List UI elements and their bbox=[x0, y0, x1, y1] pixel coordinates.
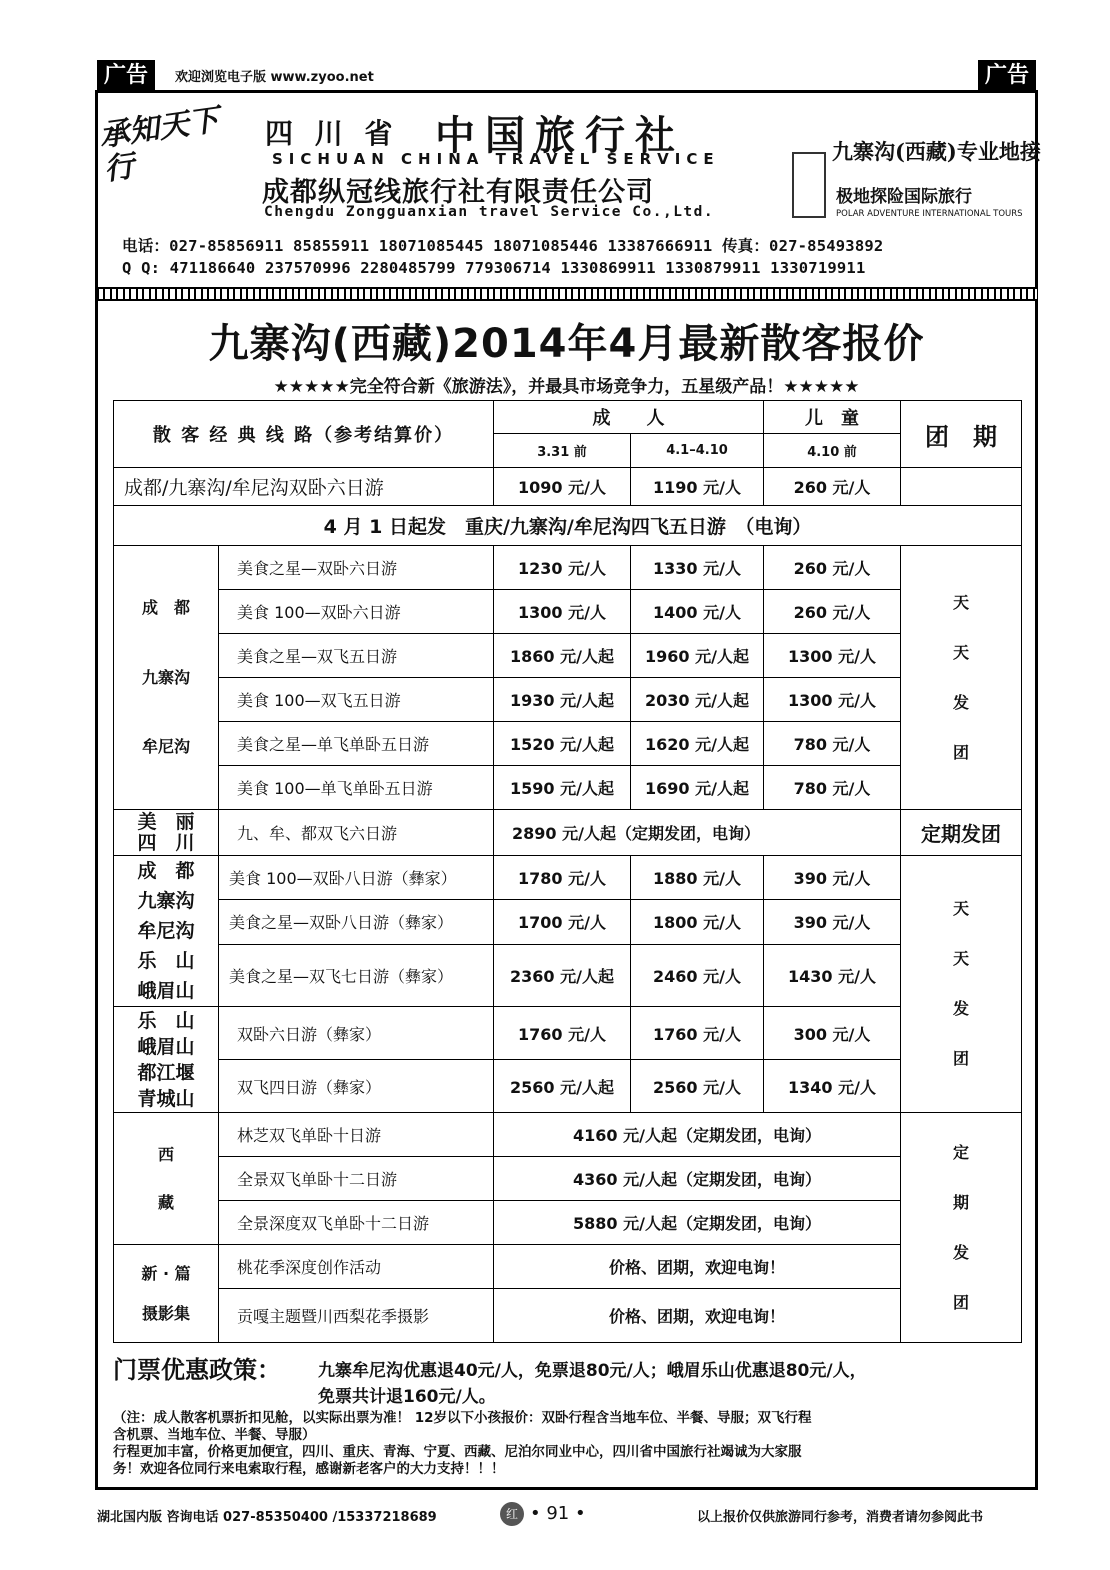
region-label: 美 丽 bbox=[137, 810, 195, 833]
table-row bbox=[114, 678, 1022, 722]
price-cell: 4160 元/人起（定期发团，电询） bbox=[494, 1113, 901, 1157]
price-cell: 390 元/人 bbox=[764, 900, 901, 944]
price-cell: 1430 元/人 bbox=[764, 944, 901, 1006]
price-cell: 260 元/人 bbox=[764, 468, 901, 506]
footer-left: 湖北国内版 咨询电话 027-85350400 /15337218689 bbox=[97, 1510, 437, 1525]
table-row bbox=[114, 856, 1022, 900]
route-name: 美食之星—单飞单卧五日游 bbox=[219, 722, 494, 766]
region-label: 青城山 bbox=[137, 1087, 195, 1110]
region-label: 乐 山 bbox=[137, 950, 195, 972]
price-cell: 780 元/人 bbox=[764, 722, 901, 766]
table-row bbox=[114, 634, 1022, 678]
note-line: 含机票、当地车位、半餐、导服） bbox=[113, 1427, 316, 1443]
region-cell bbox=[114, 1113, 219, 1245]
region-label: 牟尼沟 bbox=[137, 920, 195, 942]
table-row bbox=[114, 1289, 1022, 1343]
note-line: （注：成人散客机票折扣见舱，以实际出票为准！ 12岁以下小孩报价：双卧行程含当地车位、半餐、导服；双飞行程 bbox=[113, 1410, 812, 1426]
header-adult-period-2: 4.1–4.10 bbox=[631, 434, 764, 468]
price-cell: 价格、团期，欢迎电询！ bbox=[494, 1245, 901, 1289]
page-badge-icon: 红 bbox=[500, 1502, 524, 1526]
price-cell: 1090 元/人 bbox=[494, 468, 631, 506]
table-row bbox=[114, 1113, 1022, 1157]
region-label: 牟尼沟 bbox=[141, 737, 190, 757]
region-label: 摄影集 bbox=[141, 1303, 190, 1323]
price-cell: 1590 元/人起 bbox=[494, 766, 631, 810]
group-char: 发 bbox=[952, 1242, 969, 1262]
page-subtitle: ★★★★★完全符合新《旅游法》，并最具市场竞争力，五星级产品！★★★★★ bbox=[273, 377, 860, 397]
price-cell: 4360 元/人起（定期发团，电询） bbox=[494, 1157, 901, 1201]
group-char: 团 bbox=[952, 1049, 969, 1068]
group-char: 天 bbox=[952, 949, 969, 968]
price-cell: 1760 元/人 bbox=[631, 1007, 764, 1060]
note-line: 务！欢迎各位同行来电索取行程，感谢新老客户的大力支持！！！ bbox=[113, 1461, 505, 1477]
price-cell: 1960 元/人起 bbox=[631, 634, 764, 678]
cts-english: SICHUAN CHINA TRAVEL SERVICE bbox=[272, 150, 720, 168]
table-row bbox=[114, 722, 1022, 766]
province-text: 四 川 省 bbox=[265, 117, 399, 150]
price-cell: 1300 元/人 bbox=[764, 634, 901, 678]
region-cell bbox=[114, 546, 219, 810]
price-cell: 1620 元/人起 bbox=[631, 722, 764, 766]
region-label: 成 都 bbox=[141, 598, 190, 618]
table-row bbox=[114, 810, 1022, 856]
region-label: 藏 bbox=[157, 1192, 174, 1212]
partner-english: POLAR ADVENTURE INTERNATIONAL TOURS bbox=[836, 209, 1023, 219]
group-char: 定 bbox=[952, 1142, 969, 1162]
table-row bbox=[114, 944, 1022, 1006]
region-label: 峨眉山 bbox=[137, 1035, 195, 1058]
region-label: 四 川 bbox=[137, 831, 195, 854]
company-name-en: Chengdu Zongguanxian travel Service Co.,Ltd. bbox=[264, 204, 715, 220]
route-name: 双飞四日游（彝家） bbox=[219, 1060, 494, 1113]
header-adult-period-1: 3.31 前 bbox=[494, 434, 631, 468]
rates-table bbox=[113, 400, 1022, 1343]
group-cell bbox=[901, 546, 1022, 810]
price-cell: 260 元/人 bbox=[764, 590, 901, 634]
price-cell: 1760 元/人 bbox=[494, 1007, 631, 1060]
region-label: 西 bbox=[157, 1144, 174, 1164]
price-cell: 780 元/人 bbox=[764, 766, 901, 810]
ad-tag-right: 广告 bbox=[978, 60, 1036, 92]
table-row bbox=[114, 1007, 1022, 1060]
price-cell: 390 元/人 bbox=[764, 856, 901, 900]
group-cell bbox=[901, 856, 1022, 1113]
policy-line-1: 九寨牟尼沟优惠退40元/人，免票退80元/人；峨眉乐山优惠退80元/人， bbox=[318, 1361, 867, 1381]
table-row bbox=[114, 1060, 1022, 1113]
partner-title: 九寨沟(西藏)专业地接 bbox=[832, 139, 1041, 164]
region-cell bbox=[114, 856, 219, 1007]
price-cell: 1330 元/人 bbox=[631, 546, 764, 590]
group-char: 期 bbox=[952, 1192, 969, 1212]
region-label: 九寨沟 bbox=[137, 890, 195, 912]
price-cell: 1930 元/人起 bbox=[494, 678, 631, 722]
price-cell: 1230 元/人 bbox=[494, 546, 631, 590]
route-name: 林芝双飞单卧十日游 bbox=[219, 1113, 494, 1157]
route-name: 成都/九寨沟/牟尼沟双卧六日游 bbox=[114, 468, 494, 506]
calligraphy-logo: 承知天下行 bbox=[97, 102, 221, 188]
price-cell: 2030 元/人起 bbox=[631, 678, 764, 722]
header-group: 团 期 bbox=[901, 401, 1022, 468]
route-name: 双卧六日游（彝家） bbox=[219, 1007, 494, 1060]
region-cell bbox=[114, 810, 219, 856]
route-name: 美食之星—双卧六日游 bbox=[219, 546, 494, 590]
region-cell bbox=[114, 1007, 219, 1113]
price-cell: 2560 元/人起 bbox=[494, 1060, 631, 1113]
region-label: 九寨沟 bbox=[141, 667, 190, 687]
group-char: 天 bbox=[952, 642, 969, 662]
price-cell: 价格、团期，欢迎电询！ bbox=[494, 1289, 901, 1343]
region-cell bbox=[114, 1245, 219, 1343]
header-child-period: 4.10 前 bbox=[764, 434, 901, 468]
table-row bbox=[114, 1157, 1022, 1201]
price-cell: 1190 元/人 bbox=[631, 468, 764, 506]
header-adult: 成 人 bbox=[494, 401, 764, 434]
region-label: 都江堰 bbox=[137, 1061, 195, 1084]
group-char: 天 bbox=[952, 899, 969, 918]
route-name: 全景双飞单卧十二日游 bbox=[219, 1157, 494, 1201]
route-name: 美食 100—双飞五日游 bbox=[219, 678, 494, 722]
route-name: 贡嘎主题暨川西梨花季摄影 bbox=[219, 1289, 494, 1343]
price-cell: 260 元/人 bbox=[764, 546, 901, 590]
table-row bbox=[114, 546, 1022, 590]
group-char: 团 bbox=[952, 1292, 969, 1312]
header-child: 儿 童 bbox=[764, 401, 901, 434]
group-char: 天 bbox=[952, 592, 969, 612]
group-char: 发 bbox=[952, 692, 969, 712]
price-cell: 1700 元/人 bbox=[494, 900, 631, 944]
group-char: 团 bbox=[952, 742, 969, 762]
route-name: 美食之星—双卧八日游（彝家） bbox=[219, 900, 494, 944]
route-name: 美食 100—双卧八日游（彝家） bbox=[219, 856, 494, 900]
group-char: 发 bbox=[952, 999, 969, 1018]
ad-tag-left: 广告 bbox=[97, 60, 155, 92]
region-label: 新 · 篇 bbox=[141, 1263, 191, 1283]
note-line: 行程更加丰富，价格更加便宜，四川、重庆、青海、宁夏、西藏、尼泊尔同业中心，四川省中国旅行社竭诚为大家服 bbox=[113, 1444, 802, 1460]
cts-logo-text: 中国旅行社 bbox=[435, 112, 685, 159]
company-name-cn: 成都纵冠线旅行社有限责任公司 bbox=[262, 177, 654, 208]
notice-row: 4 月 1 日起发 重庆/九寨沟/牟尼沟四飞五日游 （电询） bbox=[114, 506, 1022, 546]
price-cell: 2360 元/人起 bbox=[494, 944, 631, 1006]
group-cell bbox=[901, 1113, 1022, 1343]
partner-name: 极地探险国际旅行 bbox=[836, 187, 972, 207]
route-name: 美食之星—双飞五日游 bbox=[219, 634, 494, 678]
footer-right: 以上报价仅供旅游同行参考，消费者请勿参阅此书 bbox=[697, 1510, 984, 1525]
group-cell-empty bbox=[901, 468, 1022, 506]
table-row bbox=[114, 1245, 1022, 1289]
price-cell: 1880 元/人 bbox=[631, 856, 764, 900]
table-row bbox=[114, 900, 1022, 944]
page-title: 九寨沟(西藏)2014年4月最新散客报价 bbox=[208, 321, 925, 367]
price-cell: 2890 元/人起（定期发团，电询） bbox=[494, 810, 901, 856]
phone-line: 电话：027-85856911 85855911 18071085445 18071085446 13387666911 传真：027-85493892 bbox=[122, 237, 884, 255]
price-cell: 1520 元/人起 bbox=[494, 722, 631, 766]
region-label: 乐 山 bbox=[137, 1009, 195, 1032]
table-row bbox=[114, 1201, 1022, 1245]
price-cell: 1690 元/人起 bbox=[631, 766, 764, 810]
price-cell: 1340 元/人 bbox=[764, 1060, 901, 1113]
price-cell: 1300 元/人 bbox=[494, 590, 631, 634]
polar-logo-icon bbox=[792, 152, 826, 218]
decorative-border-top bbox=[97, 287, 1037, 301]
price-cell: 1300 元/人 bbox=[764, 678, 901, 722]
price-cell: 2560 元/人 bbox=[631, 1060, 764, 1113]
site-text: 欢迎浏览电子版 www.zyoo.net bbox=[175, 70, 374, 85]
region-label: 峨眉山 bbox=[137, 980, 195, 1002]
price-cell: 1400 元/人 bbox=[631, 590, 764, 634]
policy-label: 门票优惠政策： bbox=[113, 1356, 281, 1384]
price-cell: 5880 元/人起（定期发团，电询） bbox=[494, 1201, 901, 1245]
region-label: 成 都 bbox=[137, 860, 195, 882]
table-row bbox=[114, 766, 1022, 810]
route-name: 全景深度双飞单卧十二日游 bbox=[219, 1201, 494, 1245]
qq-line: Q Q: 471186640 237570996 2280485799 779306714 1330869911 1330879911 1330719911 bbox=[122, 259, 866, 277]
page-number: • 91 • bbox=[530, 1503, 586, 1524]
table-row bbox=[114, 468, 1022, 506]
route-name: 美食 100—单飞单卧五日游 bbox=[219, 766, 494, 810]
route-name: 桃花季深度创作活动 bbox=[219, 1245, 494, 1289]
price-cell: 2460 元/人 bbox=[631, 944, 764, 1006]
group-cell: 定期发团 bbox=[901, 810, 1022, 856]
price-cell: 1860 元/人起 bbox=[494, 634, 631, 678]
route-name: 九、牟、都双飞六日游 bbox=[219, 810, 494, 856]
notes-block bbox=[113, 1410, 1023, 1478]
price-cell: 1800 元/人 bbox=[631, 900, 764, 944]
header-route: 散 客 经 典 线 路（参考结算价） bbox=[114, 401, 494, 468]
route-name: 美食 100—双卧六日游 bbox=[219, 590, 494, 634]
route-name: 美食之星—双飞七日游（彝家） bbox=[219, 944, 494, 1006]
price-cell: 1780 元/人 bbox=[494, 856, 631, 900]
policy-line-2: 免票共计退160元/人。 bbox=[318, 1387, 496, 1407]
price-cell: 300 元/人 bbox=[764, 1007, 901, 1060]
table-row bbox=[114, 590, 1022, 634]
